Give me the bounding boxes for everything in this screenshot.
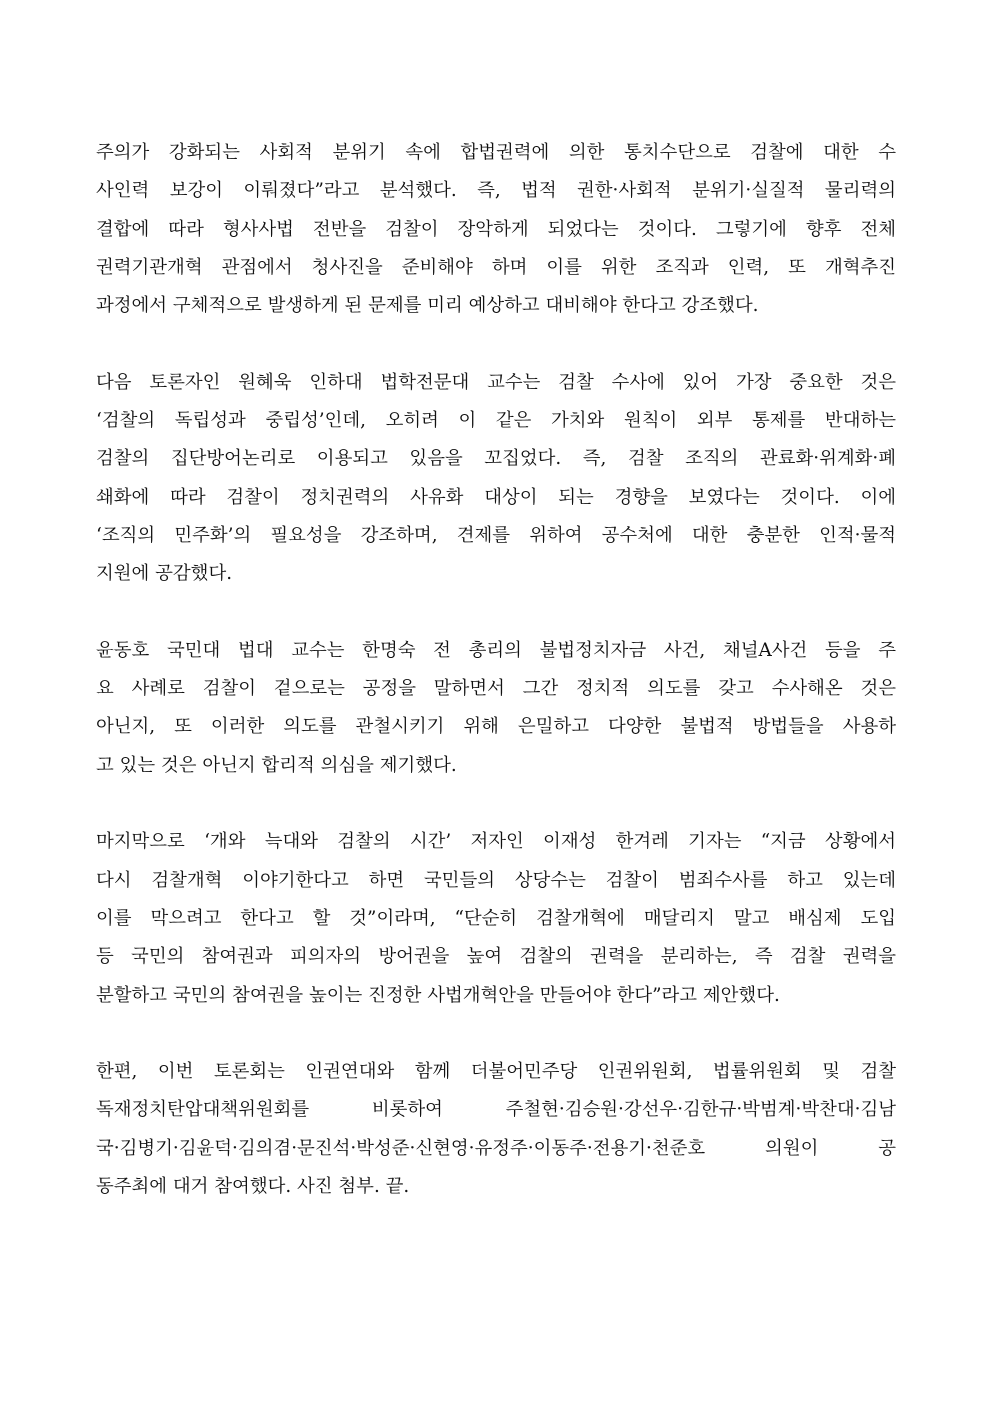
text-line: 다시 검찰개혁 이야기한다고 하면 국민들의 상당수는 검찰이 범죄수사를 하고 있는데 — [96, 869, 896, 891]
paragraph-closing — [96, 1053, 896, 1206]
paragraph-gap — [96, 1015, 896, 1053]
text-line: 검찰의 집단방어논리로 이용되고 있음을 꼬집었다. 즉, 검찰 조직의 관료화·위계화·폐 — [96, 448, 896, 470]
paragraph-won-hyewook — [96, 364, 896, 594]
paragraph-lee-jaesung — [96, 823, 896, 1014]
text-line: 국·김병기·김윤덕·김의겸·문진석·박성준·신현영·유정주·이동주·전용기·천준호 의원이 공 — [96, 1137, 896, 1159]
text-line: 마지막으로 ‘개와 늑대와 검찰의 시간’ 저자인 이재성 한겨레 기자는 “지금 상황에서 — [96, 831, 896, 853]
text-line: 쇄화에 따라 검찰이 정치권력의 사유화 대상이 되는 경향을 보였다는 것이다. 이에 — [96, 486, 896, 508]
paragraph-analysis — [96, 134, 896, 325]
paragraph-gap — [96, 785, 896, 823]
text-line: ‘조직의 민주화’의 필요성을 강조하며, 견제를 위하여 공수처에 대한 충분한 인적·물적 — [96, 524, 896, 546]
paragraph-yoon-dongho — [96, 632, 896, 785]
document-body — [96, 134, 896, 1206]
text-line: 한편, 이번 토론회는 인권연대와 함께 더불어민주당 인권위원회, 법률위원회 및 검찰 — [96, 1061, 896, 1083]
text-line: 지원에 공감했다. — [96, 563, 233, 585]
text-line: 윤동호 국민대 법대 교수는 한명숙 전 총리의 불법정치자금 사건, 채널A사건 등을 주 — [96, 639, 896, 661]
text-line: 독재정치탄압대책위원회를 비롯하여 주철현·김승원·강선우·김한규·박범계·박찬대·김남 — [96, 1099, 896, 1121]
text-line: 동주최에 대거 참여했다. 사진 첨부. 끝. — [96, 1176, 410, 1198]
text-line: ‘검찰의 독립성과 중립성’인데, 오히려 이 같은 가치와 원칙이 외부 통제를 반대하는 — [96, 410, 896, 432]
text-line: 아닌지, 또 이러한 의도를 관철시키기 위해 은밀하고 다양한 불법적 방법들을 사용하 — [96, 716, 896, 738]
text-line: 사인력 보강이 이뤄졌다”라고 분석했다. 즉, 법적 권한·사회적 분위기·실질적 물리력의 — [96, 180, 896, 202]
paragraph-gap — [96, 594, 896, 632]
text-line: 주의가 강화되는 사회적 분위기 속에 합법권력에 의한 통치수단으로 검찰에 대한 수 — [96, 142, 896, 163]
text-line: 등 국민의 참여권과 피의자의 방어권을 높여 검찰의 권력을 분리하는, 즉 검찰 권력을 — [96, 946, 896, 968]
paragraph-gap — [96, 325, 896, 363]
text-line: 요 사례로 검찰이 겉으로는 공정을 말하면서 그간 정치적 의도를 갖고 수사해온 것은 — [96, 678, 896, 700]
text-line: 다음 토론자인 원혜욱 인하대 법학전문대 교수는 검찰 수사에 있어 가장 중요한 것은 — [96, 371, 896, 393]
text-line: 고 있는 것은 아닌지 합리적 의심을 제기했다. — [96, 754, 457, 776]
text-line: 권력기관개혁 관점에서 청사진을 준비해야 하며 이를 위한 조직과 인력, 또 개혁추진 — [96, 256, 896, 278]
text-line: 결합에 따라 형사사법 전반을 검찰이 장악하게 되었다는 것이다. 그렇기에 향후 전체 — [96, 218, 896, 240]
text-line: 과정에서 구체적으로 발생하게 된 문제를 미리 예상하고 대비해야 한다고 강조했다. — [96, 295, 759, 317]
text-line: 이를 막으려고 한다고 할 것”이라며, “단순히 검찰개혁에 매달리지 말고 배심제 도입 — [96, 907, 896, 929]
text-line: 분할하고 국민의 참여권을 높이는 진정한 사법개혁안을 만들어야 한다”라고 제안했다. — [96, 984, 780, 1006]
